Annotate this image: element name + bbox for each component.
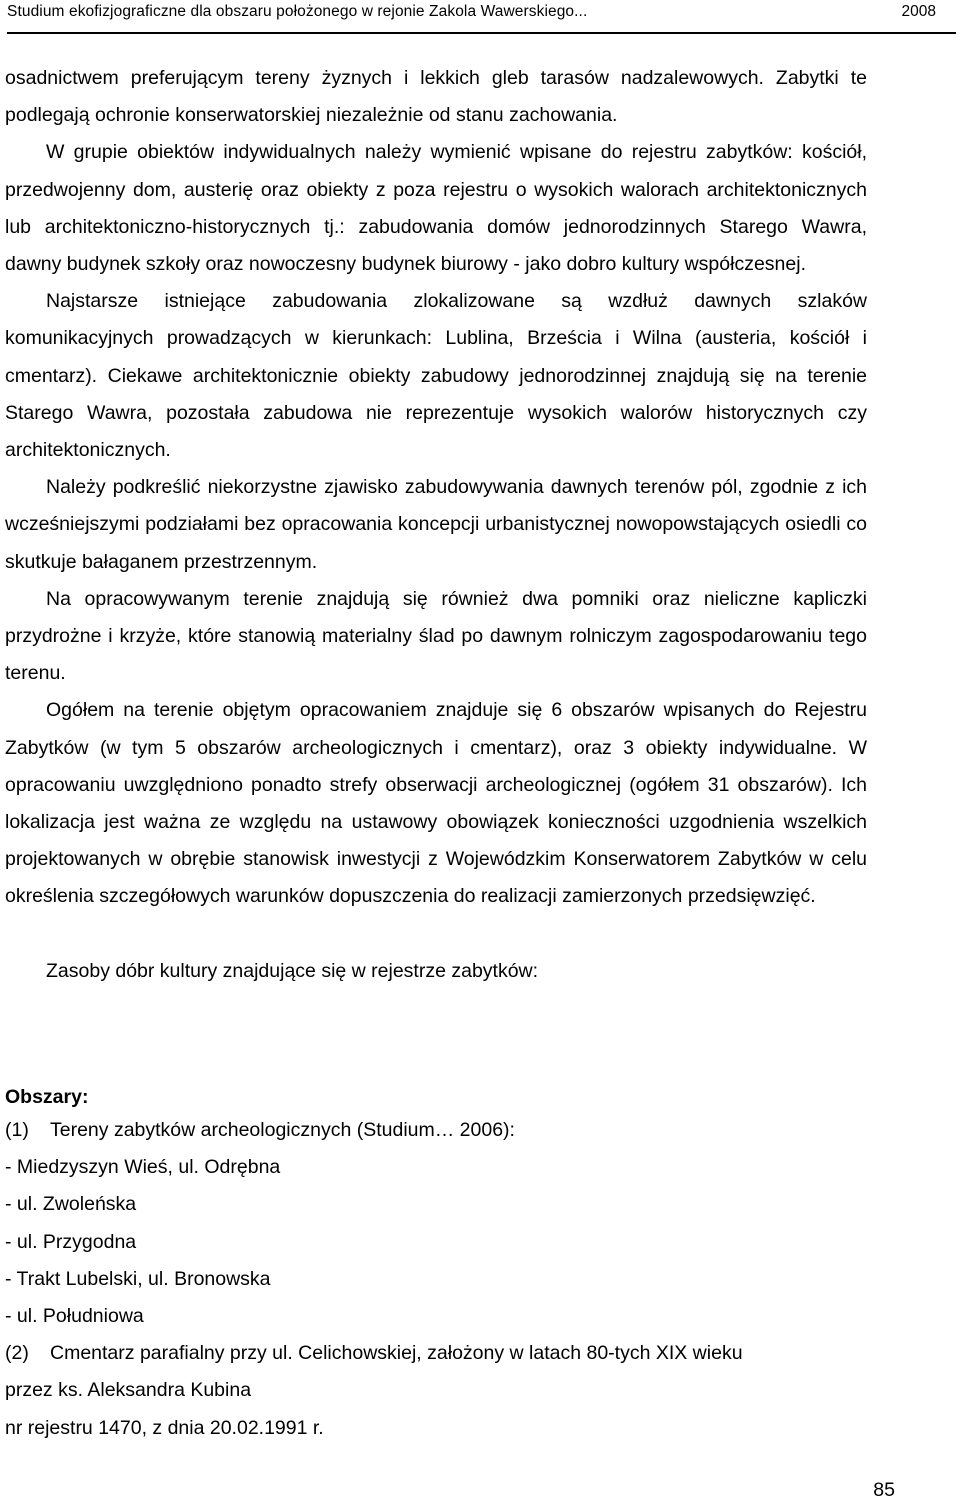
list-item-continuation: przez ks. Aleksandra Kubina [5,1379,252,1402]
list-item-text: Cmentarz parafialny przy ul. Celichowskiej, założony w latach 80-tych XIX wieku [50,1342,743,1365]
list-entry: - ul. Południowa [5,1305,144,1328]
list-item [5,1112,867,1149]
page-header [7,0,956,34]
list-item-continuation: nr rejestru 1470, z dnia 20.02.1991 r. [5,1416,324,1439]
paragraph-6: Ogółem na terenie objętym opracowaniem znajduje się 6 obszarów wpisanych do Rejestru Zabytków (w tym 5 obszarów archeologicznych i cmentarz), oraz 3 obiekty indywidualne. W opracowaniu uwzględniono ponadto strefy obserwacji archeologicznej (ogółem 31 obszarów). Ich lokalizacja jest ważna ze względu na ustawowy obowiązek konieczności uzgodnienia wszelkich projektowanych w obrębie stanowisk inwestycji z Wojewódzkim Konserwatorem Zabytków w celu określenia szczegółowych warunków dopuszczenia do realizacji zamierzonych przedsięwzięć. [5,699,867,908]
page-number: 85 [873,1479,895,1501]
section-lead: Zasoby dóbr kultury znajdujące się w rejestrze zabytków: [46,959,539,982]
paragraph-1: osadnictwem preferującym tereny żyznych i lekkich gleb tarasów nadzalewowych. Zabytki te podlegają ochronie konserwatorskiej niezależnie od stanu zachowania. [5,67,867,127]
paragraph-4: Należy podkreślić niekorzystne zjawisko zabudowywania dawnych terenów pól, zgodnie z ich wcześniejszymi podziałami bez opracowania koncepcji urbanistycznej nowopowstających osiedli co skutkuje bałaganem przestrzennym. [5,476,867,573]
list-entry: - ul. Zwoleńska [5,1193,137,1216]
list-item [5,1335,867,1372]
list-item-number: (2) [5,1342,29,1365]
list-item-text: Tereny zabytków archeologicznych (Studium… 2006): [50,1119,515,1141]
paragraph-2: W grupie obiektów indywidualnych należy wymienić wpisane do rejestru zabytków: kościół, przedwojenny dom, austerię oraz obiekty z poza rejestru o wysokich walorach architektonicznych lub architektoniczno-historycznych tj.: zabudowania domów jednorodzinnych Starego Wawra, dawny budynek szkoły oraz nowoczesny budynek biurowy - jako dobro kultury współczesnej. [5,141,867,276]
list-entry: - ul. Przygodna [5,1230,137,1253]
list-heading: Obszary: [5,1086,89,1108]
list-entry: - Trakt Lubelski, ul. Bronowska [5,1267,271,1290]
paragraph-5: Na opracowywanym terenie znajdują się również dwa pomniki oraz nieliczne kapliczki przydrożne i krzyże, które stanowią materialny ślad po dawnym rolniczym zagospodarowaniu tego terenu. [5,587,867,685]
document-title: Studium ekofizjograficzne dla obszaru położonego w rejonie Zakola Wawerskiego... [7,3,588,20]
list-item-number: (1) [5,1119,29,1141]
heritage-list [5,1084,867,1447]
paragraph-3: Najstarsze istniejące zabudowania zlokalizowane są wzdłuż dawnych szlaków komunikacyjnych prowadzących w kierunkach: Lublina, Brześcia i Wilna (austeria, kościół i cmentarz). Ciekawe architektonicznie obiekty zabudowy jednorodzinnej znajdują się na terenie Starego Wawra, pozostała zabudowa nie reprezentuje wysokich walorów historycznych czy architektonicznych. [5,290,867,462]
list-entry: - Miedzyszyn Wieś, ul. Odrębna [5,1156,281,1179]
document-year: 2008 [901,3,936,20]
main-text [5,60,867,990]
